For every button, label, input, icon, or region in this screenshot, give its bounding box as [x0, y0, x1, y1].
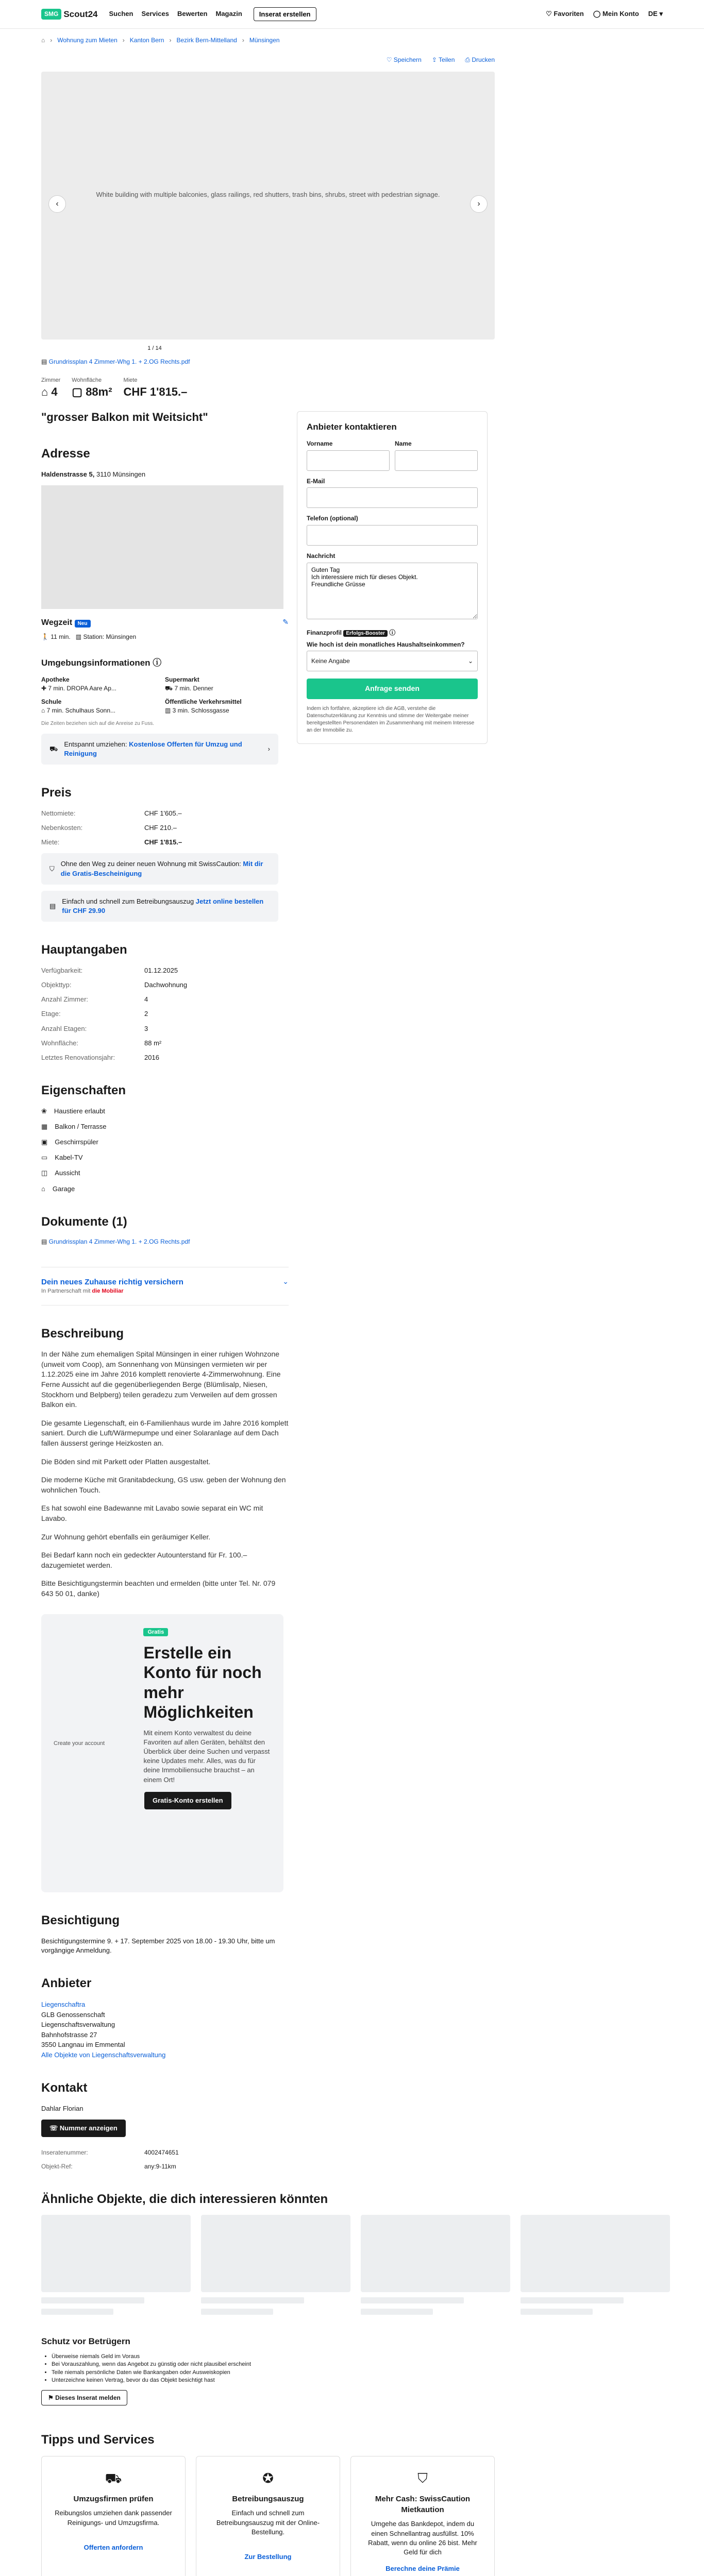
- message-field[interactable]: [307, 563, 478, 619]
- feature-item: ⌂ Garage: [41, 1184, 289, 1194]
- shield-icon: ⛉: [417, 2470, 428, 2486]
- surroundings-grid: Apotheke ✚ 7 min. DROPA Aare Ap... Supermarkt ⛟ 7 min. Denner Schule ⌂ 7 min. Schulhaus Sonn... Öffentliche Verkehrsmittel ▥ 3 min. Schlossgasse: [41, 675, 242, 715]
- garage-icon: ⌂: [41, 1184, 45, 1193]
- listing-headline: "grosser Balkon mit Weitsicht": [41, 411, 208, 424]
- email-field[interactable]: [307, 487, 478, 508]
- tip-link[interactable]: Offerten anfordern: [83, 2543, 143, 2551]
- tip-link[interactable]: Berechne deine Prämie: [385, 2565, 460, 2573]
- chevron-down-icon: ▾: [657, 10, 663, 18]
- floorplan-link[interactable]: ▤ Grundrissplan 4 Zimmer-Whg 1. + 2.OG Rechts.pdf: [41, 358, 190, 366]
- area-icon: ▢: [72, 385, 86, 399]
- description-text: In der Nähe zum ehemaligen Spital Münsingen in einer ruhigen Wohnzone (unweit vom Coop), am Sonnenhang von Münsingen vermieten wir per 1.12.2025 eine im Jahre 2016 komplett renovierte 4-Zimmerwohnung. Eine Ferne Aussicht auf die gegenüberliegenden Berge (Blümlisalp, Niesen, Stockhorn und Belpberg) teilen geradezu zum Verweilen auf dem grossen Balkon ein. Die gesamte Liegenschaft, ein 6-Familienhaus wurde im Jahre 2016 komplett saniert. Durch die Luft/Wärmepumpe und einer Solaranlage auf dem Dach fallen äusserst geringe Heizkosten an. Die Böden sind mit Parkett oder Platten ausgestaltet. Die moderne Küche mit Granitabdeckung, GS usw. geben der Wohnung den wohnlichen Touch. Es hat sowohl eine Badewanne mit Lavabo sowie separat ein WC mit Lavabo. Zur Wohnung gehört ebenfalls ein geräumiger Keller. Bei Bedarf kann noch ein gedeckter Autounterstand für Fr. 100.– dazugemietet werden. Bitte Besichtigungstermin beachten und ermelden (bitte unter Tel. Nr. 079 643 50 01, danke): [41, 1350, 289, 1598]
- gallery-counter: 1 / 14: [147, 345, 162, 351]
- main-menu: [109, 9, 242, 19]
- document-icon: ▤: [49, 902, 56, 910]
- edit-icon[interactable]: ✎: [282, 617, 289, 626]
- promo-title: Erstelle ein Konto für noch mehr Möglichkeiten: [143, 1643, 262, 1722]
- viewing-title: Besichtigung: [41, 1913, 120, 1928]
- account-promo: Create your account Gratis Erstelle ein Konto für noch mehr Möglichkeiten Mit einem Konto verwaltest du deine Favoriten auf allen Geräten, behältst den Überblick über deine Suchen und verpasst keine Updates mehr. Alles, was du für deine Immobiliensuche brauchst – an einem Ort! Gratis-Konto erstellen: [41, 1614, 283, 1892]
- debt-extract-offer[interactable]: ▤ Einfach und schnell zum Betreibungsauszug Jetzt online bestellen für CHF 29.90: [41, 891, 278, 922]
- bus-icon: ▥: [165, 707, 173, 715]
- nav-services[interactable]: Services: [141, 10, 169, 18]
- create-account-button[interactable]: Gratis-Konto erstellen: [144, 1792, 231, 1809]
- price-table: Nettomiete: CHF 1'605.– Nebenkosten: CHF 210.– Miete: CHF 1'815.–: [41, 809, 182, 846]
- description-title: Beschreibung: [41, 1326, 124, 1341]
- balcony-icon: ▦: [41, 1122, 48, 1130]
- favorites-link[interactable]: ♡ Favoriten: [546, 10, 584, 18]
- contact-form: Anbieter kontaktieren Vorname Name E-Mail Telefon (optional) Nachricht Guten Tag Ich interessiere mich für dieses Objekt. Freundliche Grüsse Finanzprofil Erfolgs-Booster ⓘ Wie hoch ist dein monatliches Haushaltseinkommen? Keine Angabe ⌄ Anfrage senden Indem ich fortfahre, akzeptiere ich die AGB, verstehe die Datenschutzerklärung zur Kenntnis und stimme der Weitergabe meiner bereitgestellten Personendaten im Zusammenhang mit meinem Interesse an der Immobilie zu.: [297, 411, 488, 744]
- share-button[interactable]: ⇪ Teilen: [431, 56, 455, 63]
- breadcrumb-item[interactable]: Kanton Bern: [129, 36, 164, 44]
- school-icon: ⌂: [41, 707, 47, 715]
- info-icon[interactable]: ⓘ: [389, 629, 396, 636]
- language-select[interactable]: DE ▾: [648, 10, 663, 18]
- view-icon: ◫: [41, 1169, 48, 1177]
- documents-title: Dokumente (1): [41, 1214, 127, 1229]
- tips-title: Tipps und Services: [41, 2433, 155, 2447]
- account-link[interactable]: ◯ Mein Konto: [593, 10, 639, 18]
- save-button[interactable]: ♡ Speichern: [386, 56, 422, 63]
- chevron-down-icon: ⌄: [282, 1277, 289, 1286]
- price-title: Preis: [41, 786, 72, 800]
- chevron-down-icon: ⌄: [467, 657, 473, 665]
- breadcrumb-item[interactable]: Wohnung zum Mieten: [57, 36, 118, 44]
- logo[interactable]: SMG Scout24: [41, 8, 97, 21]
- insurance-banner[interactable]: Dein neues Zuhause richtig versichern In Partnerschaft mit die Mobiliar ⌄: [41, 1267, 289, 1305]
- phone-field[interactable]: [307, 525, 478, 546]
- info-icon[interactable]: ⓘ: [153, 657, 162, 668]
- deposit-offer[interactable]: ⛉ Ohne den Weg zu deiner neuen Wohnung mit SwissCaution: Mit dir die Gratis-Bescheinigung: [41, 853, 278, 884]
- phone-icon: ☏: [49, 2124, 60, 2132]
- room-icon: ⌂: [41, 385, 52, 399]
- similar-card[interactable]: [521, 2215, 670, 2315]
- feature-item: ▣ Geschirrspüler: [41, 1138, 289, 1147]
- features-title: Eigenschaften: [41, 1083, 126, 1098]
- route-section: Wegzeit Neu ✎: [41, 617, 289, 629]
- heart-icon: ♡: [546, 10, 554, 18]
- pharmacy-icon: ✚: [41, 684, 48, 692]
- provider-all-listings-link[interactable]: Alle Objekte von Liegenschaftsverwaltung: [41, 2050, 166, 2059]
- feature-item: ▭ Kabel-TV: [41, 1153, 289, 1162]
- user-icon: ◯: [593, 10, 603, 18]
- provider-logo[interactable]: Liegenschaftra: [41, 2001, 86, 2009]
- main-info-title: Hauptangaben: [41, 943, 127, 957]
- show-number-button[interactable]: ☏ Nummer anzeigen: [41, 2120, 126, 2137]
- features-list: [41, 1107, 289, 1194]
- similar-card[interactable]: [361, 2215, 510, 2315]
- moving-offer[interactable]: ⛟ Entspannt umziehen: Kostenlose Offerten für Umzug und Reinigung ›: [41, 734, 278, 765]
- listing-actions: [41, 56, 495, 64]
- print-icon: ⎙: [465, 56, 472, 63]
- share-icon: ⇪: [431, 56, 439, 63]
- tip-card: ⛟ Umzugsfirmen prüfen Reibungslos umziehen dank passender Reinigungs- und Umzugsfirma. Offerten anfordern: [41, 2456, 186, 2576]
- main-info-table: Verfügbarkeit: 01.12.2025 Objekttyp: Dachwohnung Anzahl Zimmer: 4 Etage: 2 Anzahl Etagen: 3 Wohnfläche: 88 m² Letztes Renovationsjahr: 2016: [41, 966, 188, 1061]
- tip-card: ✪ Betreibungsauszug Einfach und schnell zum Betreibungsauszug mit der Online-Bestellung. Zur Bestellung: [196, 2456, 340, 2576]
- income-select[interactable]: Keine Angabe ⌄: [307, 651, 478, 671]
- breadcrumb-item[interactable]: Münsingen: [249, 36, 280, 44]
- home-icon[interactable]: ⌂: [41, 36, 45, 44]
- gallery-image-alt: White building with multiple balconies, glass railings, red shutters, trash bins, shrubs, street with pedestrian signage.: [96, 190, 440, 198]
- promo-image: Create your account: [54, 1740, 105, 1747]
- nav-magazin[interactable]: Magazin: [215, 10, 242, 18]
- shield-icon: ⛉: [49, 865, 55, 873]
- similar-card[interactable]: [201, 2215, 350, 2315]
- tip-card: ⛉ Mehr Cash: SwissCaution Mietkaution Umgehe das Bankdepot, indem du einen Schnellantrag ausfüllst. 10% Rabatt, wenn du online 26 bist. Mehr Geld für dich Berechne deine Prämie: [350, 2456, 495, 2576]
- cart-icon: ⛟: [165, 684, 175, 692]
- first-name-field[interactable]: [307, 450, 390, 471]
- provider-title: Anbieter: [41, 1976, 92, 1991]
- print-button[interactable]: ⎙ Drucken: [465, 56, 495, 63]
- submit-inquiry-button[interactable]: Anfrage senden: [307, 679, 478, 699]
- flag-icon: ⚑: [48, 2394, 56, 2401]
- map[interactable]: [41, 485, 283, 609]
- breadcrumb-item[interactable]: Bezirk Bern-Mittelland: [176, 36, 237, 44]
- similar-title: Ähnliche Objekte, die dich interessieren könnten: [41, 2192, 328, 2206]
- address-title: Adresse: [41, 446, 90, 461]
- feature-item: ◫ Aussicht: [41, 1168, 289, 1178]
- heart-icon: ♡: [386, 56, 394, 63]
- similar-listings: [41, 2215, 495, 2315]
- key-facts: Zimmer ⌂ 4 Wohnfläche ▢ 88m² Miete CHF 1'815.–: [41, 377, 188, 399]
- contact-title: Kontakt: [41, 2081, 88, 2095]
- badge-icon: ✪: [262, 2470, 274, 2486]
- truck-icon: ⛟: [49, 745, 58, 753]
- walk-icon: 🚶: [41, 633, 51, 641]
- fraud-warning: Schutz vor Betrügern • Überweise niemals Geld im Voraus • Bei Vorauszahlung, wenn das Angebot zu günstig oder nicht plausibel erscheint • Teile niemals persönliche Daten wie Bankangaben oder Ausweiskopien • Unterzeichne keinen Vertrag, bevor du das Objekt besichtigt hast ⚑ Dieses Inserat melden: [41, 2335, 495, 2405]
- tip-link[interactable]: Zur Bestellung: [244, 2552, 292, 2561]
- booster-badge: Erfolgs-Booster: [343, 630, 388, 637]
- similar-card[interactable]: [41, 2215, 191, 2315]
- truck-icon: ⛟: [105, 2470, 122, 2486]
- document-icon: ▤: [41, 1238, 49, 1246]
- chevron-right-icon: ›: [122, 36, 125, 44]
- top-navigation: [0, 0, 704, 29]
- tips-cards: [41, 2456, 495, 2576]
- chevron-right-icon: ›: [169, 36, 172, 44]
- breadcrumb: [0, 29, 704, 52]
- chevron-right-icon[interactable]: ›: [470, 195, 488, 213]
- surroundings-title: Umgebungsinformationen ⓘ: [41, 657, 162, 668]
- create-listing-button[interactable]: Inserat erstellen: [254, 7, 316, 21]
- reference-table: Inseratenummer: 4002474651 Objekt-Ref: any:9-11km: [41, 2149, 179, 2170]
- chevron-left-icon[interactable]: ‹: [48, 195, 66, 213]
- chevron-right-icon: ›: [242, 36, 244, 44]
- nav-bewerten[interactable]: Bewerten: [177, 10, 208, 18]
- feature-item: ▦ Balkon / Terrasse: [41, 1122, 289, 1131]
- chevron-right-icon: ›: [267, 745, 270, 753]
- document-icon: ▤: [41, 358, 49, 366]
- dishwasher-icon: ▣: [41, 1138, 48, 1146]
- tv-icon: ▭: [41, 1154, 48, 1162]
- document-link[interactable]: ▤ Grundrissplan 4 Zimmer-Whg 1. + 2.OG Rechts.pdf: [41, 1238, 190, 1246]
- chevron-right-icon: ›: [50, 36, 53, 44]
- free-badge: Gratis: [143, 1628, 168, 1636]
- report-listing-button[interactable]: ⚑ Dieses Inserat melden: [41, 2390, 127, 2406]
- feature-item: ❀ Haustiere erlaubt: [41, 1107, 289, 1116]
- photo-gallery[interactable]: [41, 72, 495, 340]
- last-name-field[interactable]: [395, 450, 478, 471]
- new-badge: Neu: [75, 620, 91, 628]
- paw-icon: ❀: [41, 1107, 47, 1115]
- nav-suchen[interactable]: Suchen: [109, 10, 133, 18]
- provider-info: Liegenschaftra GLB Genossenschaft Liegenschaftsverwaltung Bahnhofstrasse 27 3550 Langnau im Emmental Alle Objekte von Liegenschaftsverwaltung: [41, 2001, 166, 2059]
- train-icon: ▥: [75, 633, 83, 641]
